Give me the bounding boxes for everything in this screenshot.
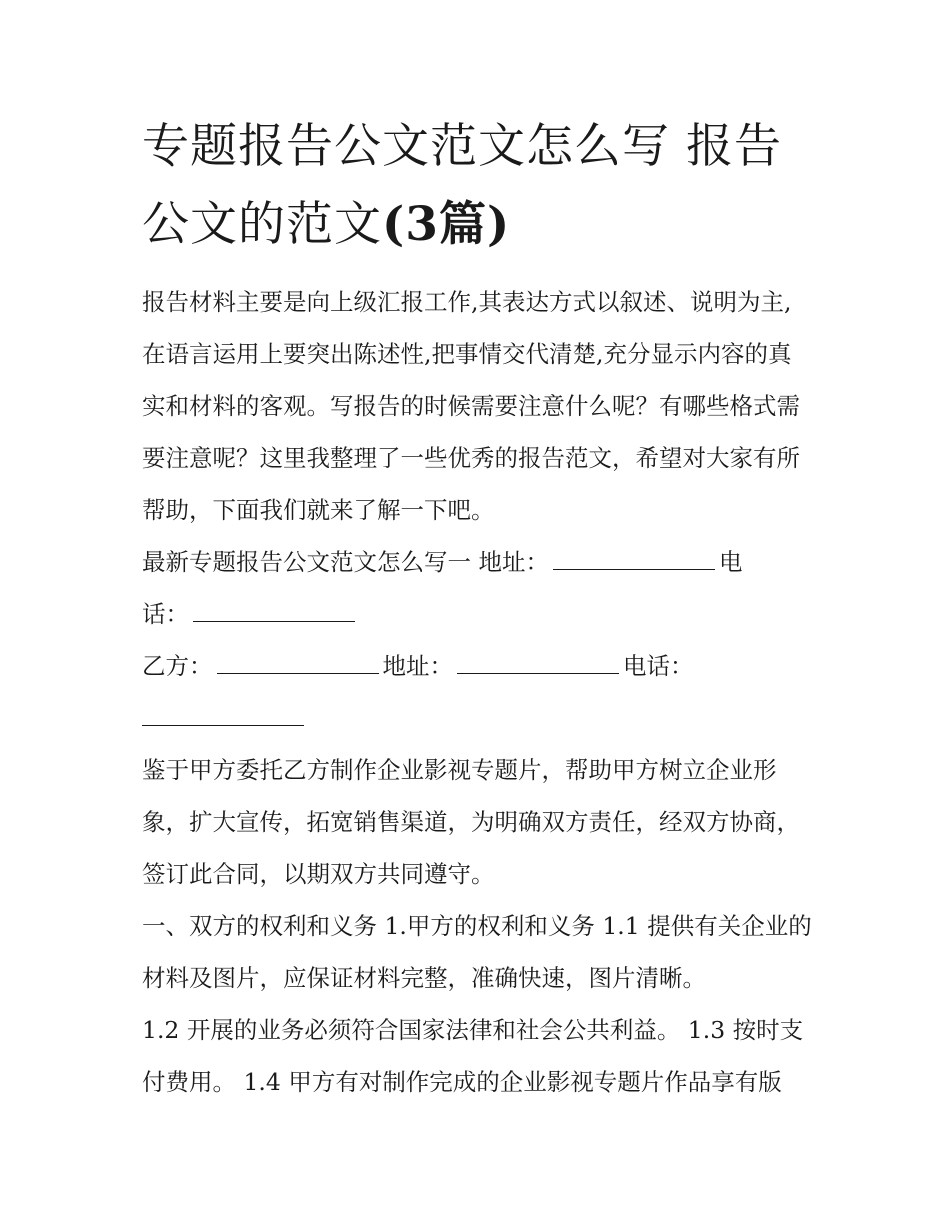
party-b-address-blank[interactable] (457, 649, 619, 674)
title-main: 专题报告公文范文怎么写 报告公文的范文 (142, 119, 782, 252)
party-b-label: 乙方： (142, 652, 213, 680)
section-1-paragraph: 一、双方的权利和义务 1.甲方的权利和义务 1.1 提供有关企业的材料及图片，应保证材料完整，准确快速，图片清晰。 (142, 912, 812, 992)
party-a-phone-label-1: 电 (718, 548, 743, 576)
section-1-continued: 1.2 开展的业务必须符合国家法律和社会公共利益。 1.3 按时支付费用。 1.4 甲方有对制作完成的企业影视专题片作品享有版 (142, 1016, 804, 1096)
party-a-phone-label-2: 话： (142, 600, 189, 628)
party-a-phone-blank[interactable] (193, 597, 355, 622)
document-page (142, 108, 814, 1108)
party-b-address-label: 地址： (382, 652, 453, 680)
party-b-line (142, 640, 814, 744)
contract-header-lead: 最新专题报告公文范文怎么写一 地址： (142, 548, 549, 576)
party-a-address-blank[interactable] (553, 545, 715, 570)
title-suffix: (3篇) (382, 197, 511, 252)
contract-header-line (142, 536, 814, 640)
intro-paragraph: 报告材料主要是向上级汇报工作,其表达方式以叙述、说明为主,在语言运用上要突出陈述性,把事情交代清楚,充分显示内容的真实和材料的客观。写报告的时候需要注意什么呢？有哪些格式需要注意呢？这里我整理了一些优秀的报告范文，希望对大家有所帮助，下面我们就来了解一下吧。 (142, 288, 800, 524)
purpose-paragraph: 鉴于甲方委托乙方制作企业影视专题片，帮助甲方树立企业形象，扩大宣传，拓宽销售渠道，为明确双方责任，经双方协商，签订此合同，以期双方共同遵守。 (142, 756, 800, 888)
party-b-phone-label: 电话： (623, 652, 694, 680)
party-b-phone-blank[interactable] (142, 701, 304, 726)
document-title (142, 108, 814, 264)
party-b-name-blank[interactable] (217, 649, 379, 674)
